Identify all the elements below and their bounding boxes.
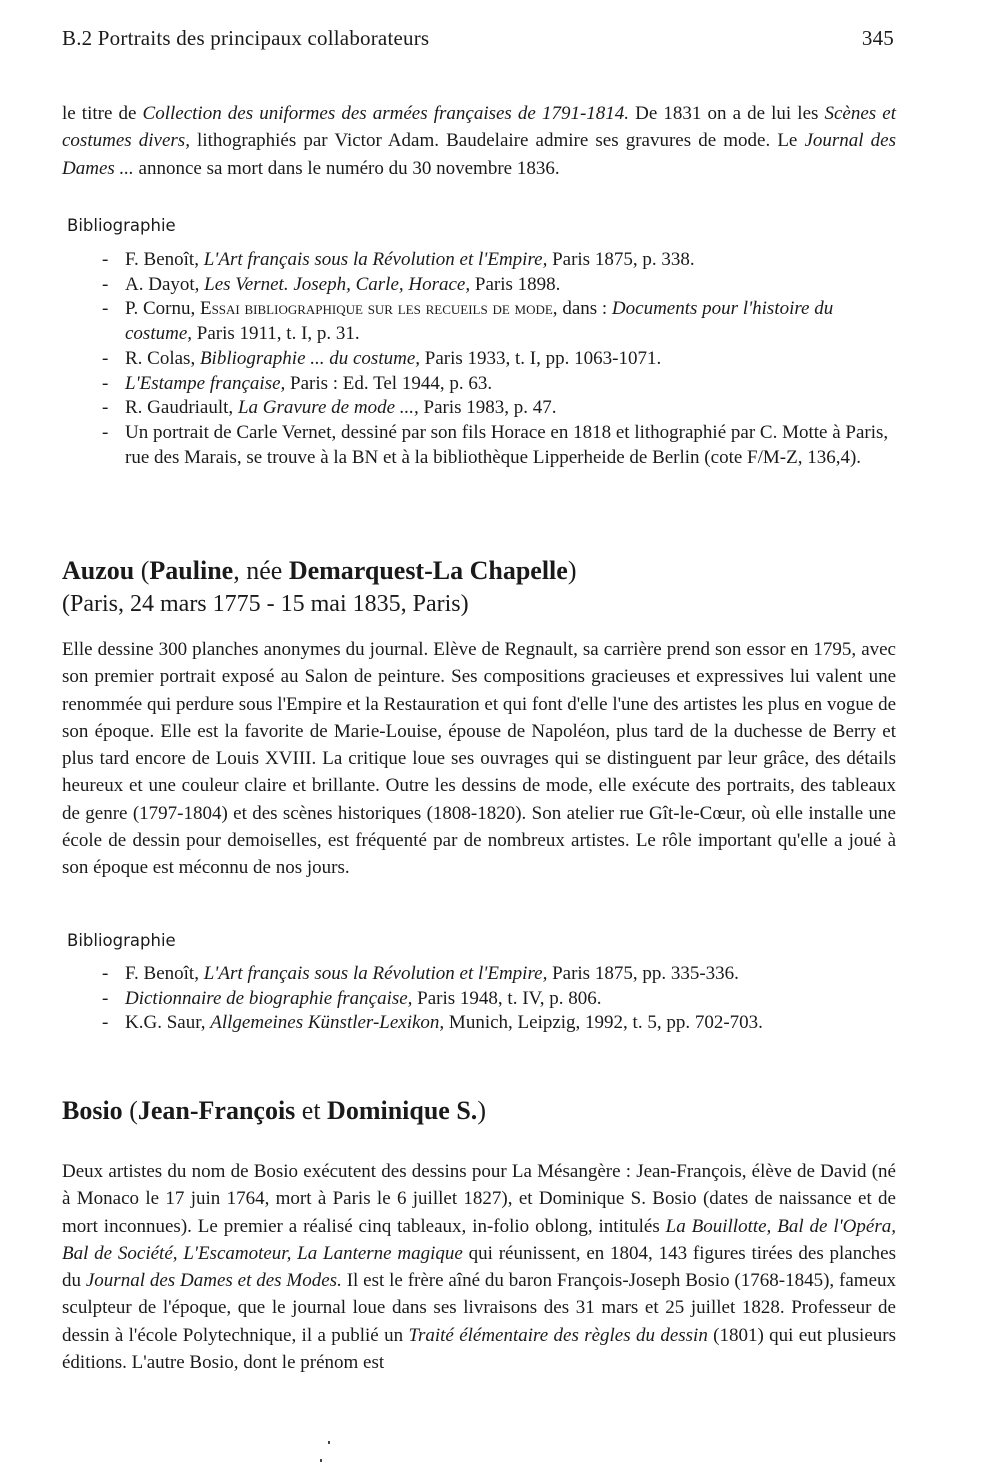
list-dash: - bbox=[102, 372, 109, 394]
entry-text: L'Art français sous la Révolution et l'Empire, bbox=[203, 249, 548, 270]
entry-text: Paris : Ed. Tel 1944, p. 63. bbox=[285, 372, 493, 394]
bibliography-entry bbox=[62, 987, 902, 1012]
entry-text: Paris 1933, t. I, pp. 1063-1071. bbox=[420, 347, 662, 369]
bibliography-list bbox=[62, 962, 902, 1036]
bibliography-list bbox=[62, 248, 902, 470]
entry-text: Documents pour l'histoire du costume, bbox=[125, 298, 834, 345]
list-dash: - bbox=[102, 963, 109, 984]
entry-text: Paris 1948, t. IV, p. 806. bbox=[412, 987, 602, 1009]
bibliography-entry bbox=[62, 372, 902, 397]
bibliography-entry bbox=[62, 273, 902, 298]
entry-text: K.G. Saur, bbox=[125, 1012, 211, 1034]
list-dash: - bbox=[102, 1012, 109, 1034]
bosio-paragraph: Deux artistes du nom de Bosio exécutent des dessins pour La Mésangère : Jean-François, élève de David (né à Monaco le 17 juin 1764, mort à Paris le 6 juillet 1827), et Dominique S. Bosio (dates de naissance et de mort inconnues). Le premier a réalisé cinq tableaux, in-folio oblong, intitulés La Bouillotte, Bal de l'Opéra, Bal de Société, L'Escamoteur, La Lanterne magique qui réunissent, en 1804, 143 figures tirées des planches du Journal des Dames et des Modes. Il est le frère aîné du baron François-Joseph Bosio (1768-1845), fameux sculpteur de l'époque, que le journal loue dans ses livraisons des 31 mars et 25 juillet 1828. Professeur de dessin à l'école Polytechnique, il a publié un Traité élémentaire des règles du dessin (1801) qui eut plusieurs éditions. L'autre Bosio, dont le prénom est bbox=[62, 1161, 896, 1374]
section-title: B.2 Portraits des principaux collaborateurs bbox=[62, 26, 430, 50]
bibliography-entry bbox=[62, 1011, 902, 1036]
entry-text: Paris 1911, t. I, p. 31. bbox=[192, 323, 360, 345]
entry-text: Paris 1875, p. 338. bbox=[547, 249, 695, 270]
entry-text: P. Cornu, bbox=[125, 298, 200, 320]
entry-text: F. Benoît, bbox=[125, 963, 204, 984]
entry-text: R. Colas, bbox=[125, 347, 200, 369]
list-dash: - bbox=[102, 987, 109, 1009]
entry-text: Un portrait de Carle Vernet, dessiné par son fils Horace en 1818 et lithographié par C. Motte à Paris, rue des Marais, se trouve à la BN et à la bibliothèque Lipperheide de Berlin (cote F/M-Z, 136,4). bbox=[125, 421, 889, 468]
entry-text: A. Dayot, bbox=[125, 273, 205, 295]
entry-text: Essai bibliographique sur les recueils de mode, bbox=[199, 298, 558, 320]
bibliography-entry bbox=[62, 248, 902, 273]
scan-speck bbox=[320, 1459, 322, 1462]
entry-text: L'Estampe française, bbox=[125, 372, 286, 394]
page-number: 345 bbox=[861, 26, 894, 50]
list-dash: - bbox=[102, 421, 109, 443]
list-dash: - bbox=[102, 347, 109, 369]
entry-text: Paris 1983, p. 47. bbox=[418, 397, 557, 419]
entry-text: Les Vernet. Joseph, Carle, Horace, bbox=[204, 273, 471, 295]
entry-text: Paris 1875, pp. 335-336. bbox=[547, 963, 739, 984]
bibliography-entry bbox=[62, 347, 902, 372]
intro-paragraph: le titre de Collection des uniformes des armées françaises de 1791-1814. De 1831 on a de lui les Scènes et costumes divers, lithographiés par Victor Adam. Baudelaire admire ses gravures de mode. Le Journal des Dames ... annonce sa mort dans le numéro du 30 novembre 1836. bbox=[62, 103, 897, 179]
bibliography-entry bbox=[62, 962, 902, 987]
entry-text: Munich, Leipzig, 1992, t. 5, pp. 702-703. bbox=[444, 1012, 763, 1034]
entry-text: F. Benoît, bbox=[125, 249, 204, 270]
scan-speck bbox=[328, 1441, 330, 1444]
entry-heading-auzou: Auzou (Pauline, née Demarquest-La Chapelle) bbox=[62, 556, 577, 585]
list-dash: - bbox=[102, 397, 109, 419]
bibliography-heading: Bibliographie bbox=[67, 931, 176, 950]
entry-dates-auzou: (Paris, 24 mars 1775 - 15 mai 1835, Paris) bbox=[62, 591, 469, 617]
bibliography-entry bbox=[62, 297, 902, 346]
entry-text: L'Art français sous la Révolution et l'Empire, bbox=[203, 963, 548, 984]
bibliography-entry bbox=[62, 421, 902, 470]
auzou-paragraph: Elle dessine 300 planches anonymes du journal. Elève de Regnault, sa carrière prend son essor en 1795, avec son premier portrait exposé au Salon de peinture. Ses compositions gracieuses et expressives lui valent une renommée qui perdure sous l'Empire et la Restauration et qui font d'elle l'une des artistes les plus en vogue de son époque. Elle est la favorite de Marie-Louise, épouse de Napoléon, plus tard de la duchesse de Berry et plus tard encore de Louis XVIII. La critique loue ses ouvrages qui se distinguent par leur grâce, des détails heureux et une couleur claire et brillante. Outre les dessins de mode, elle exécute des portraits, des tableaux de genre (1797-1804) et des scènes historiques (1808-1820). Son atelier rue Gît-le-Cœur, où elle installe une école de dessin pour demoiselles, est fréquenté par de nombreux artistes. Le rôle important qu'elle a joué à son époque est méconnu de nos jours. bbox=[62, 639, 896, 879]
entry-text: Paris 1898. bbox=[470, 273, 561, 295]
entry-text: dans : bbox=[557, 298, 612, 320]
list-dash: - bbox=[102, 298, 109, 320]
list-dash: - bbox=[102, 273, 109, 295]
entry-text: Bibliographie ... du costume, bbox=[199, 347, 421, 369]
bibliography-entry bbox=[62, 396, 902, 421]
bibliography-heading: Bibliographie bbox=[67, 216, 176, 235]
running-header bbox=[62, 26, 894, 56]
entry-heading-bosio: Bosio (Jean-François et Dominique S.) bbox=[62, 1096, 486, 1125]
entry-text: R. Gaudriault, bbox=[125, 397, 238, 419]
list-dash: - bbox=[102, 249, 109, 270]
entry-text: La Gravure de mode ..., bbox=[237, 397, 419, 419]
entry-text: Dictionnaire de biographie française, bbox=[125, 987, 413, 1009]
entry-text: Allgemeines Künstler-Lexikon, bbox=[210, 1012, 445, 1034]
